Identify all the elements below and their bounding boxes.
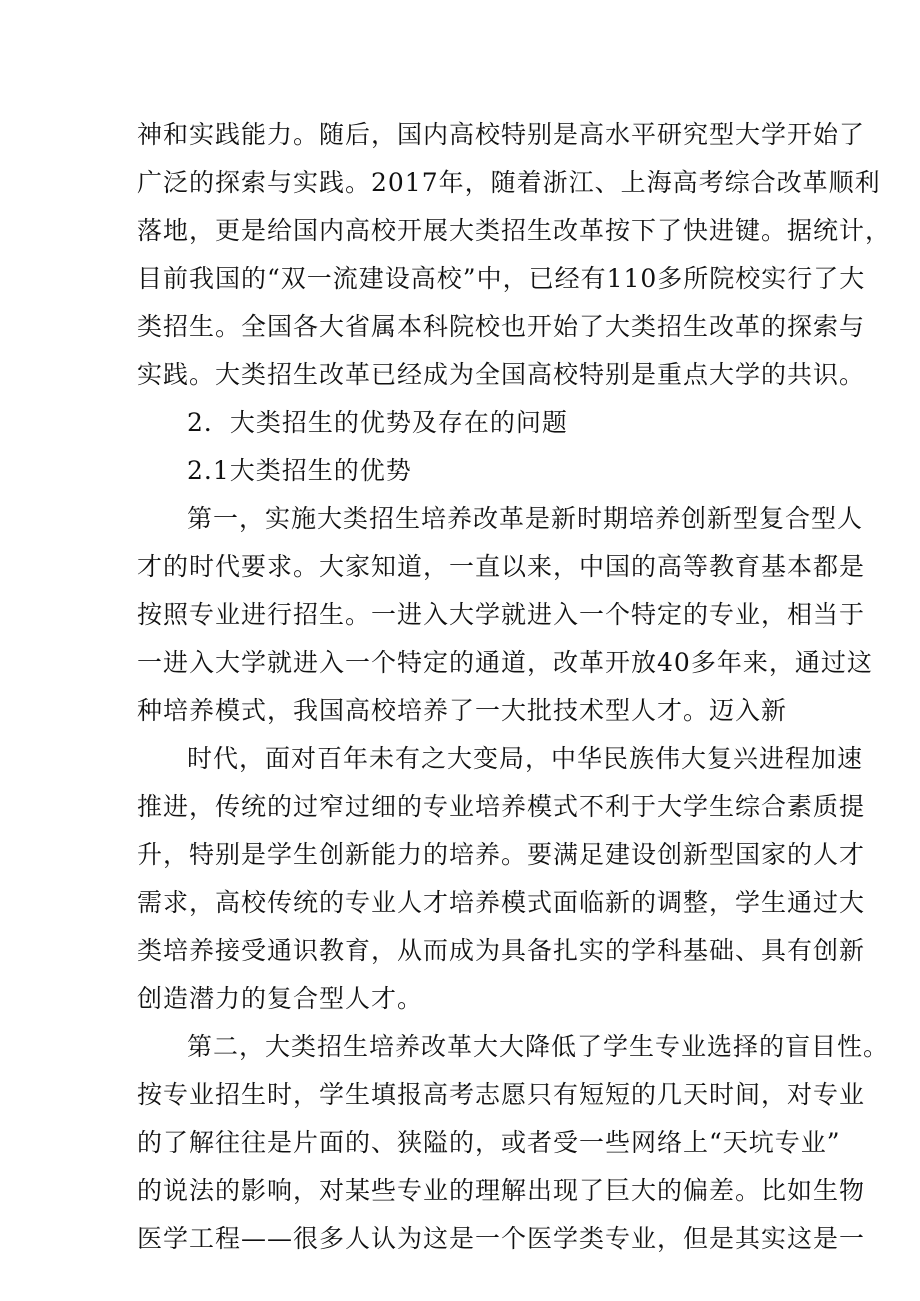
- text-line: 按专业招生时，学生填报高考志愿只有短短的几天时间，对专业: [137, 1080, 866, 1109]
- text-line: 神和实践能力。随后，国内高校特别是高水平研究型大学开始了: [137, 120, 866, 149]
- text-line: 创造潜力的复合型人才。: [137, 984, 424, 1013]
- text-line: 目前我国的“双一流建设高校”中，已经有110多所院校实行了大: [137, 264, 866, 293]
- text-line: 推进，传统的过窄过细的专业培养模式不利于大学生综合素质提: [137, 792, 866, 821]
- text-line: 的了解往往是片面的、狭隘的，或者受一些网络上“天坑专业”: [137, 1128, 841, 1157]
- paragraph-first-line: 时代，面对百年未有之大变局，中华民族伟大复兴进程加速: [187, 744, 864, 773]
- text-line: 医学工程——很多人认为这是一个医学类专业，但是其实这是一: [137, 1224, 866, 1253]
- section-heading: 2．大类招生的优势及存在的问题: [187, 408, 568, 437]
- text-line: 才的时代要求。大家知道，一直以来，中国的高等教育基本都是: [137, 552, 866, 581]
- text-line: 需求，高校传统的专业人才培养模式面临新的调整，学生通过大: [137, 888, 866, 917]
- text-line: 实践。大类招生改革已经成为全国高校特别是重点大学的共识。: [137, 360, 866, 389]
- text-line: 一进入大学就进入一个特定的通道，改革开放40多年来，通过这: [137, 648, 873, 677]
- text-line: 广泛的探索与实践。2017年，随着浙江、上海高考综合改革顺利: [137, 168, 881, 197]
- subsection-heading: 2.1大类招生的优势: [187, 456, 412, 485]
- paragraph-first-line: 第一，实施大类招生培养改革是新时期培养创新型复合型人: [187, 504, 864, 533]
- text-line: 落地，更是给国内高校开展大类招生改革按下了快进键。据统计，: [137, 216, 892, 245]
- text-line: 升，特别是学生创新能力的培养。要满足建设创新型国家的人才: [137, 840, 866, 869]
- paragraph-first-line: 第二，大类招生培养改革大大降低了学生专业选择的盲目性。: [187, 1032, 890, 1061]
- text-line: 类培养接受通识教育，从而成为具备扎实的学科基础、具有创新: [137, 936, 866, 965]
- text-line: 的说法的影响，对某些专业的理解出现了巨大的偏差。比如生物: [137, 1176, 866, 1205]
- text-line: 种培养模式，我国高校培养了一大批技术型人才。迈入新: [137, 696, 788, 725]
- text-line: 类招生。全国各大省属本科院校也开始了大类招生改革的探索与: [137, 312, 866, 341]
- text-line: 按照专业进行招生。一进入大学就进入一个特定的专业，相当于: [137, 600, 866, 629]
